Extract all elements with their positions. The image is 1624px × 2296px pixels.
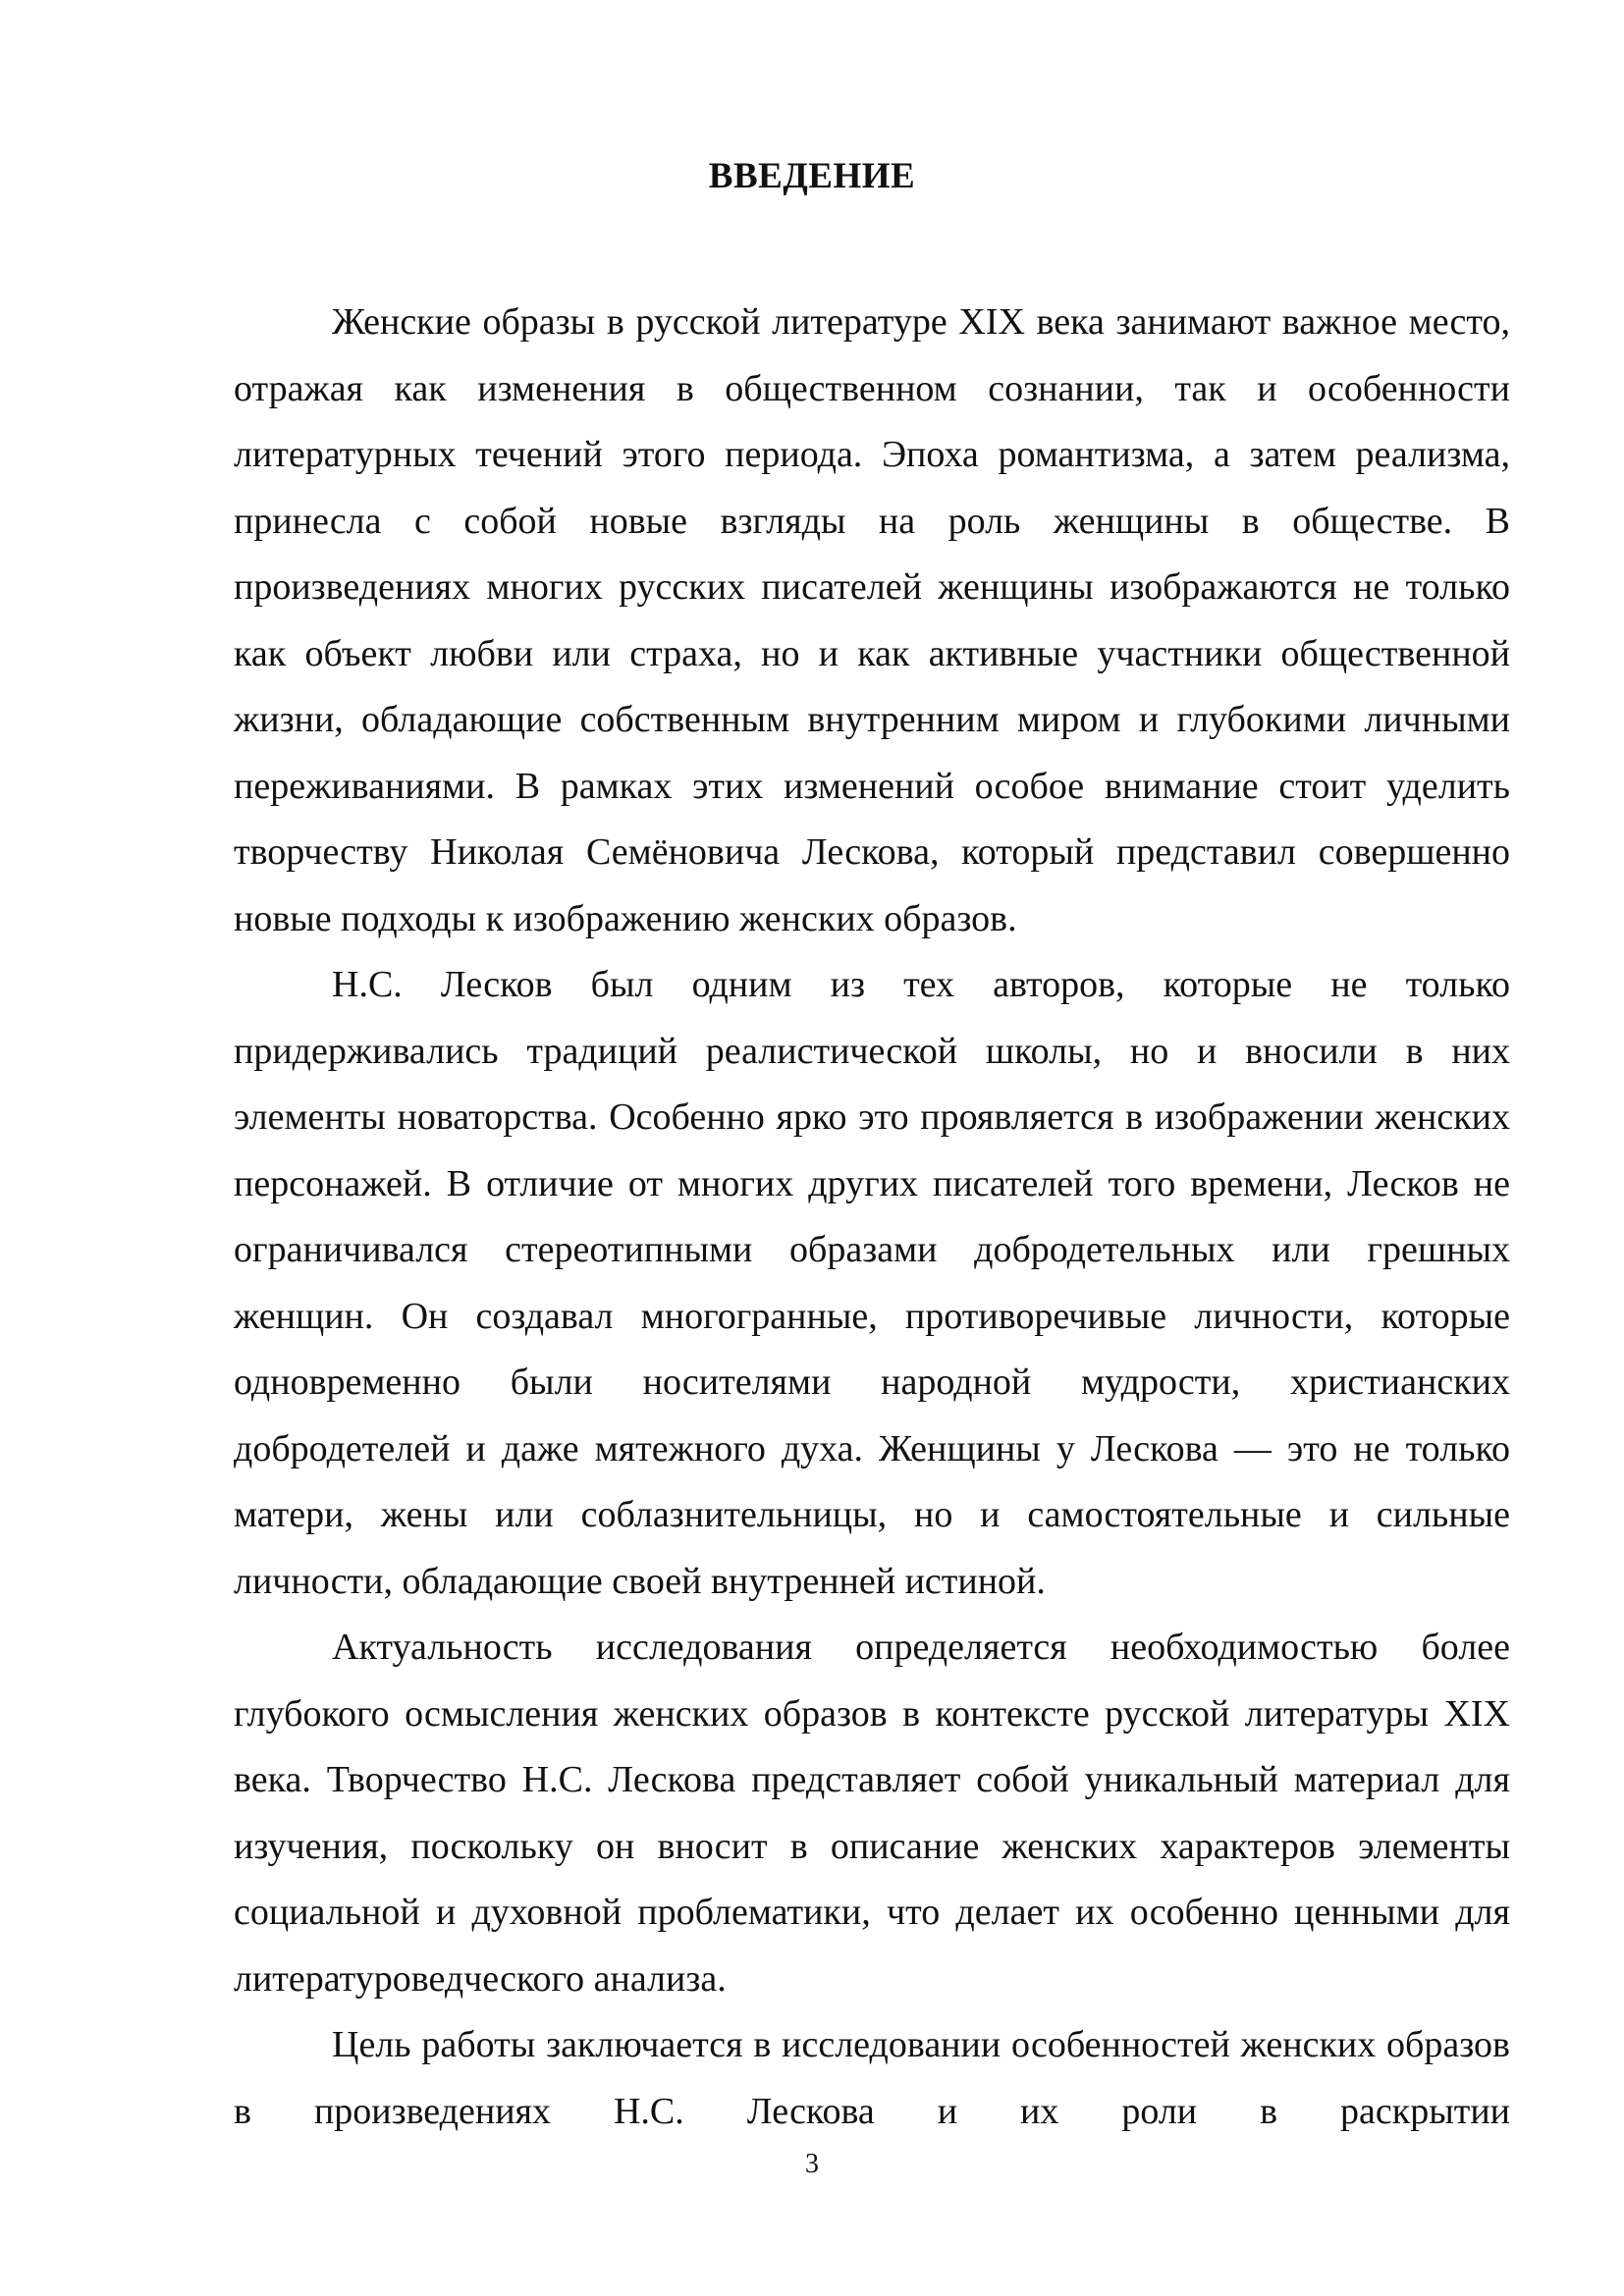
paragraph: Актуальность исследования определяется необходимостью более глубокого осмысления женских образов в контексте русской литературы XIX века. Творчество Н.С. Лескова представляет собой уникальный материал для изучения, поскольку он вносит в описание женских характеров элементы социальной и духовной проблематики, что делает их особенно ценными для литературоведческого анализа.: [234, 1627, 1510, 2000]
section-heading: ВВЕДЕНИЕ: [708, 156, 916, 196]
paragraph: Женские образы в русской литературе XIX века занимают важное место, отражая как изменения в общественном сознании, так и особенности литературных течений этого периода. Эпоха романтизма, а затем реализма, принесла с собой новые взгляды на роль женщины в обществе. В произведениях многих русских писателей женщины изображаются не только как объект любви или страха, но и как активные участники общественной жизни, обладающие собственным внутренним миром и глубокими личными переживаниями. В рамках этих изменений особое внимание стоит уделить творчеству Николая Семёновича Лескова, который представил совершенно новые подходы к изображению женских образов.: [234, 301, 1510, 939]
body-text: [234, 290, 1510, 2145]
page-number: 3: [805, 2149, 819, 2179]
paragraph: Цель работы заключается в исследовании особенностей женских образов в произведениях Н.С. Лескова и их роли в раскрытии: [234, 2024, 1510, 2132]
paragraph: Н.С. Лесков был одним из тех авторов, которые не только придерживались традиций реалистической школы, но и вносили в них элементы новаторства. Особенно ярко это проявляется в изображении женских персонажей. В отличие от многих других писателей того времени, Лесков не ограничивался стереотипными образами добродетельных или грешных женщин. Он создавал многогранные, противоречивые личности, которые одновременно были носителями народной мудрости, христианских добродетелей и даже мятежного духа. Женщины у Лескова — это не только матери, жены или соблазнительницы, но и самостоятельные и сильные личности, обладающие своей внутренней истиной.: [234, 964, 1510, 1602]
